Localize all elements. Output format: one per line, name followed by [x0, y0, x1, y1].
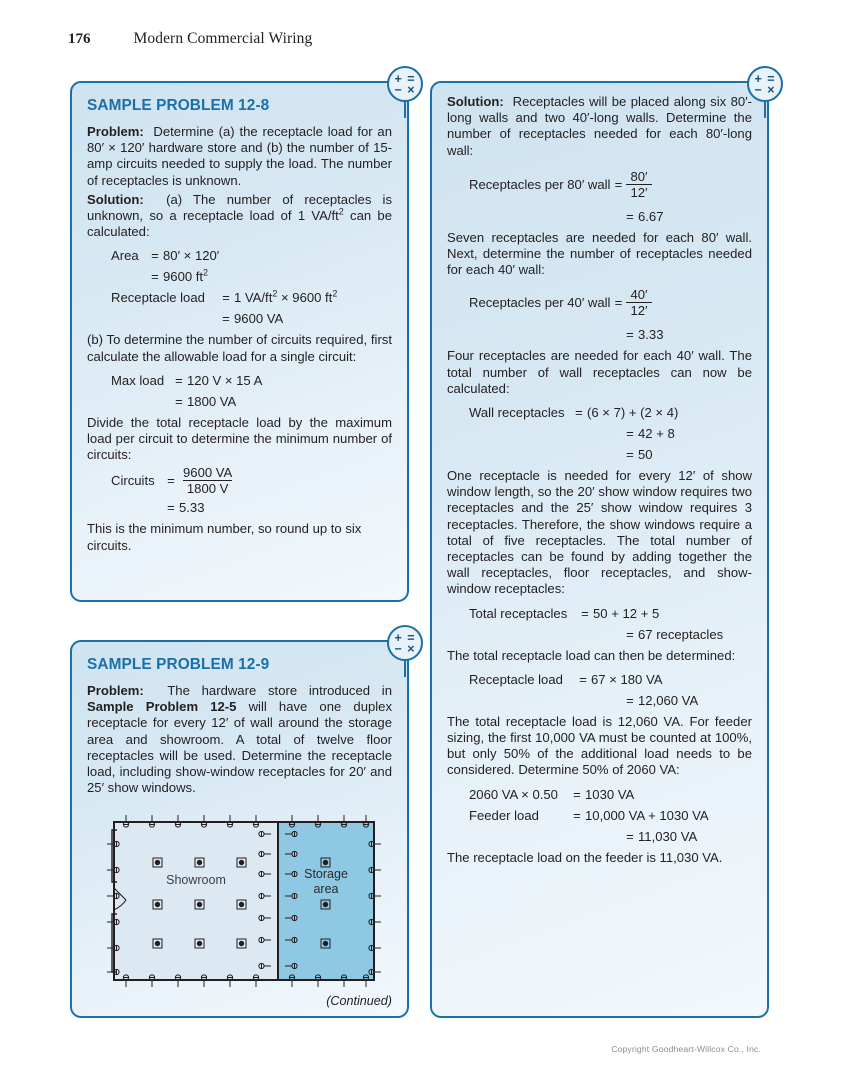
equation-area-result	[87, 269, 392, 284]
fraction	[179, 466, 236, 495]
equation-label: 2060 VA × 0.50	[469, 786, 558, 802]
equation-max-load-result	[87, 394, 392, 409]
solution-label: Solution:	[87, 191, 144, 207]
equation-value: 42 + 8	[638, 426, 675, 442]
equation-wall-receptacles-result	[447, 447, 752, 462]
equation-value: 67 × 180 VA	[591, 671, 663, 687]
equation-label: Area	[111, 248, 139, 264]
equals-sign: =	[614, 176, 623, 192]
equals-sign: =	[626, 208, 634, 224]
storage-area	[278, 822, 374, 980]
equation-value: 9600 $ft^2$	[163, 268, 209, 285]
storage-label-line2: area	[313, 882, 339, 896]
equation-label: Total receptacles	[469, 605, 568, 621]
seven-receptacles-text: Seven receptacles are needed for each 80′ wall. Next, determine the number of receptacles needed for each 40′ wall:	[447, 229, 752, 278]
equation-2060-va	[447, 787, 752, 802]
equation-receptacles-per-40	[447, 288, 752, 317]
equals-sign: =	[151, 269, 159, 285]
equation-label: Max load	[111, 372, 165, 388]
storage-label-line1: Storage	[304, 867, 348, 881]
calculator-icon-2	[387, 625, 423, 661]
equation-value: 5.33	[179, 500, 205, 516]
show-window-text: One receptacle is needed for every 12′ of show window length, so the 20′ show window requires two receptacles and the 25′ show window requires 3 receptacles. Therefore, the show windows require a total of five receptacles. The total number of receptacles can be found by adding together the wall receptacles, floor receptacles, and show-window receptacles:	[447, 468, 752, 597]
solution-text: (a) The number of receptacles is unknown, so a receptacle load of 1 $VA/ft^2$ can be calculated:	[87, 191, 392, 240]
problem-text-b: will have one duplex receptacle for every 12′ of wall around the storage area and showroom. A total of twelve floor receptacles will be used. Determine the receptacle load, including show-window receptacles for 20′ and 25′ show windows.	[87, 699, 393, 796]
equals-sign: =	[579, 671, 587, 687]
equation-total-receptacles	[447, 606, 752, 621]
equation-receptacle-load	[87, 290, 392, 305]
equals-sign: =	[626, 626, 634, 642]
problem-paragraph	[87, 124, 392, 189]
equation-value: 6.67	[638, 208, 664, 224]
showroom-label: Showroom	[166, 873, 226, 887]
feeder-sizing-text: The total receptacle load is 12,060 VA. For feeder sizing, the first 10,000 VA must be counted at 100%, but only 50% of the additional load needs to be considered. Determine 50% of 2060 VA:	[447, 713, 752, 778]
showroom-area	[114, 822, 278, 980]
calculator-icon-row-bottom: − ×	[754, 83, 776, 97]
equation-feeder-load	[447, 808, 752, 823]
fraction-denominator: 12′	[626, 184, 651, 199]
running-head	[68, 30, 312, 48]
copyright-notice: Copyright Goodheart-Willcox Co., Inc.	[611, 1044, 761, 1054]
solution-paragraph-right	[447, 94, 752, 159]
floor-plan-svg	[106, 814, 386, 999]
equation-receptacle-load-result	[87, 311, 392, 326]
fraction-denominator: 1800 V	[183, 480, 233, 495]
problem-text-a: The hardware store introduced in	[167, 683, 393, 698]
fraction-denominator: 12′	[626, 302, 651, 317]
equals-sign: =	[575, 405, 583, 421]
equation-value: (6 × 7) + (2 × 4)	[587, 405, 679, 421]
problem-paragraph-2	[87, 683, 392, 796]
equals-sign: =	[573, 807, 581, 823]
problem-label: Problem:	[87, 124, 144, 139]
equation-value: 1800 VA	[187, 393, 237, 409]
equals-sign: =	[222, 290, 230, 306]
equation-circuits-result	[87, 500, 392, 515]
equals-sign: =	[626, 327, 634, 343]
equation-value: 1 $VA/ft^2 \times 9600$ $ft^2$	[234, 289, 338, 306]
closing-text: This is the minimum number, so round up to six circuits.	[87, 521, 362, 553]
equals-sign: =	[626, 828, 634, 844]
equation-value: 12,060 VA	[638, 692, 699, 708]
solution-continued-box	[430, 81, 769, 1018]
equals-sign: =	[222, 311, 230, 327]
problem-text: Determine (a) the receptacle load for an 80′ × 120′ hardware store and (b) the number of 15-amp circuits needed to supply the load. The number of receptacles is unknown.	[87, 124, 392, 188]
equation-total-receptacles-result	[447, 627, 752, 642]
equation-value: 50 + 12 + 5	[593, 605, 660, 621]
equals-sign: =	[626, 447, 634, 463]
fraction	[626, 170, 651, 199]
equation-label: Wall receptacles	[469, 405, 565, 421]
equation-receptacles-per-80-result	[447, 209, 752, 224]
equation-value: 1030 VA	[585, 786, 635, 802]
equals-sign: =	[175, 393, 183, 409]
problem-label-2: Problem:	[87, 683, 144, 698]
equals-sign: =	[626, 426, 634, 442]
load-determined-text: The total receptacle load can then be determined:	[447, 647, 736, 663]
equals-sign: =	[151, 248, 159, 264]
book-title: Modern Commercial Wiring	[133, 30, 313, 47]
equation-value: 3.33	[638, 327, 664, 343]
equation-receptacles-per-40-result	[447, 327, 752, 342]
equation-wall-receptacles-step	[447, 426, 752, 441]
equation-receptacle-load-right	[447, 672, 752, 687]
calculator-icon-row-top: + =	[754, 72, 776, 86]
equation-value: 80′ × 120′	[163, 248, 220, 264]
equation-wall-receptacles	[447, 405, 752, 420]
equation-area	[87, 248, 392, 263]
calculator-icon-row-bottom: − ×	[394, 83, 416, 97]
equation-value: 50	[638, 447, 653, 463]
equals-sign: =	[175, 372, 183, 388]
calculator-icon-row-top: + =	[394, 72, 416, 86]
solution-label-right: Solution:	[447, 94, 504, 109]
fraction-numerator: 40′	[630, 287, 648, 303]
equals-sign: =	[614, 295, 623, 311]
equation-label: Receptacle load	[111, 290, 205, 306]
equation-label: Receptacles per 40′ wall	[469, 295, 611, 311]
part-b-text: (b) To determine the number of circuits required, first calculate the allowable load for a single circuit:	[87, 332, 392, 364]
equation-circuits	[87, 466, 392, 495]
sample-problem-12-8-box	[70, 81, 409, 602]
calculator-icon-row-bottom: − ×	[394, 642, 416, 656]
equation-value: 10,000 VA + 1030 VA	[585, 807, 709, 823]
calculator-icon-row-top: + =	[394, 631, 416, 645]
continued-label: (Continued)	[326, 994, 392, 1008]
floor-plan-diagram	[106, 814, 386, 999]
equation-label: Circuits	[111, 473, 155, 489]
page-title-2: SAMPLE PROBLEM 12-9	[87, 656, 270, 673]
equation-max-load	[87, 373, 392, 388]
equals-sign: =	[167, 500, 175, 516]
solution-text-right: Receptacles will be placed along six 80′-long walls and two 40′-long walls. Determine the number of receptacles needed for each 80′-long wall:	[447, 94, 752, 158]
equals-sign: =	[573, 786, 581, 802]
equation-receptacle-load-right-result	[447, 693, 752, 708]
calculator-icon-3	[747, 66, 783, 102]
equals-sign: =	[581, 605, 589, 621]
equation-value: 67 receptacles	[638, 626, 724, 642]
equals-sign: =	[167, 473, 175, 489]
fraction-numerator: 80′	[630, 168, 648, 184]
sample-problem-12-9-box	[70, 640, 409, 1018]
equation-receptacles-per-80	[447, 170, 752, 199]
equation-value: 11,030 VA	[638, 828, 698, 844]
equation-value: 120 V × 15 A	[187, 372, 263, 388]
four-receptacles-text: Four receptacles are needed for each 40′ wall. The total number of wall receptacles can now be calculated:	[447, 348, 752, 396]
page-number: 176	[68, 31, 91, 47]
calculator-icon	[387, 66, 423, 102]
equation-value: 9600 VA	[234, 311, 284, 327]
fraction	[626, 288, 651, 317]
problem-reference: Sample Problem 12-5	[87, 699, 237, 715]
solution-paragraph	[87, 192, 392, 241]
page-title: SAMPLE PROBLEM 12-8	[87, 97, 270, 114]
equation-label: Receptacles per 80′ wall	[469, 176, 611, 192]
equation-feeder-load-result	[447, 829, 752, 844]
final-statement: The receptacle load on the feeder is 11,030 VA.	[447, 849, 723, 865]
equation-label: Receptacle load	[469, 671, 563, 687]
equals-sign: =	[626, 692, 634, 708]
divide-text: Divide the total receptacle load by the maximum load per circuit to determine the minimum number of circuits:	[87, 414, 392, 463]
equation-label: Feeder load	[469, 807, 539, 823]
fraction-numerator: 9600 VA	[183, 465, 233, 481]
